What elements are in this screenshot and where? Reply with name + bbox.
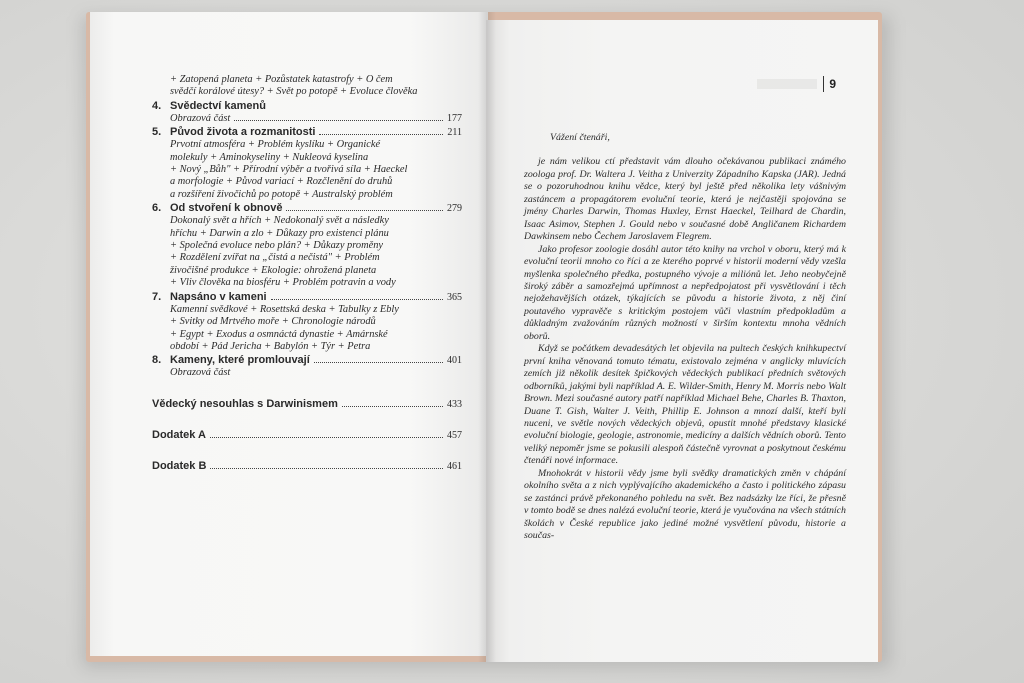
- toc-chapter-heading: [152, 126, 462, 139]
- toc-page-number: 365: [447, 291, 462, 303]
- toc-subtopic-line: Obrazová část: [170, 367, 231, 379]
- toc-leader-dots: [342, 405, 443, 407]
- toc-page-number: 457: [447, 429, 462, 441]
- toc-appendix-entry: [152, 429, 462, 442]
- toc-subtopic-line: + Společná evoluce nebo plán? + Důkazy proměny: [170, 240, 384, 252]
- toc-subtopic-line: Dokonalý svět a hřích + Nedokonalý svět a následky: [170, 215, 389, 227]
- toc-chapter-title: Kameny, které promlouvají: [170, 354, 310, 367]
- foreword-paragraph: Jako profesor zoologie dosáhl autor této knihy na vrchol v oboru, který má k evoluční teorii mnoho co říci a ze kterého poprvé v historii moderní vědy vzešla myšlenka společného předka, postupného vývoje a miliónů let. Jeho neobyčejně široký záběr a samozřejmá upřímnost a nepředpojatost při vysvětlování i těch nejožehavějších otázek, týkajících se původu a historie života, z něj činí poutavého vypravěče s kritickým postojem vůči vlastním předpokladům a důkladným zvažováním různých možností v širším kontextu mnoha vědních oborů.: [524, 243, 846, 342]
- toc-leader-dots: [234, 119, 443, 121]
- toc-subtopic-line: + Svitky od Mrtvého moře + Chronologie národů: [170, 316, 376, 328]
- toc-spacer: [152, 380, 462, 398]
- toc-subtopic-line: [152, 113, 462, 125]
- running-header-faint-text: [757, 79, 817, 89]
- toc-subtopic-line: + Egypt + Exodus a osmnáctá dynastie + Amárnské: [170, 328, 388, 340]
- toc-leader-dots: [271, 298, 443, 300]
- toc-appendix-title: Vědecký nesouhlas s Darwinismem: [152, 397, 338, 410]
- header-rule: [823, 76, 825, 92]
- toc-chapter-number: 7.: [152, 290, 162, 303]
- book-gutter: [478, 12, 496, 662]
- right-page: [486, 20, 878, 662]
- toc-page-number: 461: [447, 460, 462, 472]
- toc-chapter-title: Od stvoření k obnově: [170, 202, 283, 215]
- toc-subtopic-line: + Rozdělení zvířat na „čistá a nečistá" + Problém: [170, 252, 380, 264]
- toc-chapter-title: Svědectví kamenů: [170, 99, 266, 112]
- toc-chapter-title: Napsáno v kameni: [170, 290, 267, 303]
- toc-subtopic-line: a morfologie + Původ variací + Rozčlenění do druhů: [170, 176, 393, 188]
- toc-subtopic-line: živočišné produkce + Ekologie: ohrožená planeta: [170, 264, 377, 276]
- toc-leader-dots: [314, 361, 443, 363]
- toc-appendix-title: Dodatek A: [152, 428, 206, 441]
- toc-page-number: 177: [447, 112, 462, 124]
- foreword: [524, 132, 846, 543]
- foreword-paragraph: je nám velikou ctí představit vám dlouho očekávanou publikaci známého zoologa prof. Dr. Waltera J. Veitha z Univerzity Západního Kapska (JAR). Jedná se o pozoruhodnou knihu vědce, který byl ještě před několika lety vášnivým zastáncem a propagátorem evoluční teorie, která je nejčastěji spojována se jmény Charles Darwin, Thomas Huxley, Ernst Haeckel, Teilhard de Chardin, Isaac Asimov, Stephen J. Gould nebo v současné době Angličanem Richardem Dawkinsem nebo Čechem Jaroslavem Flegrem.: [524, 156, 846, 243]
- foreword-paragraph: Mnohokrát v historii vědy jsme byli svědky dramatických změn v chápání okolního světa a z nich vyplývajícího akademického a často i politického zápasu se zastánci právě překonaného pohledu na svět. Bez nadsázky lze říci, že přesně v tomto bodě se dnes nalézá evoluční teorie, která je vyučována na všech státních školách v České republice jako jediné možné vysvětlení původu, historie a součas-: [524, 467, 846, 542]
- toc-chapter-number: 5.: [152, 126, 162, 139]
- toc-subtopic-line: svědčí korálové útesy? + Svět po potopě + Evoluce člověka: [170, 86, 418, 98]
- toc-chapter-heading: [152, 291, 462, 304]
- table-of-contents: [152, 74, 462, 491]
- toc-subtopic-line: Prvotní atmosféra + Problém kyslíku + Organické: [170, 139, 381, 151]
- foreword-paragraph: Když se počátkem devadesátých let objevila na pultech českých knihkupectví první kniha věnovaná tomuto tématu, existovalo zejména v anglicky mluvících zemích již několik desítek špičkových vědeckých publikací předních světových odborníků, jakými byli například A. E. Wilder-Smith, Henry M. Morris nebo Walt Brown. Mezi současné autory patří například Michael Behe, Charles B. Thaxton, Duane T. Gish, Walter J. Veith, Phillip E. Johnson a mnozí další, kteří byli nuceni, ve světle nových vědeckých objevů, opustit mnohé představy klasické evoluční biologie, geologie, astronomie, medicíny a dalších vědních oborů. Tento veliký nepoměr jsme se pokusili alespoň částečně vyrovnat a poskytnout českému čtenáři nové informace.: [524, 343, 846, 467]
- toc-leader-dots: [210, 436, 443, 438]
- toc-page-number: 279: [447, 203, 462, 215]
- toc-subtopic-line: a rozšíření živočichů po potopě + Australský problém: [170, 188, 393, 200]
- toc-chapter-number: 8.: [152, 354, 162, 367]
- toc-chapter-heading: [152, 354, 462, 367]
- toc-chapter-number: 6.: [152, 202, 162, 215]
- toc-subtopic-text: Obrazová část: [170, 112, 231, 124]
- toc-appendix-entry: [152, 460, 462, 473]
- page-number: 9: [829, 77, 836, 91]
- toc-chapter-number: 4.: [152, 99, 162, 112]
- toc-appendix-title: Dodatek B: [152, 459, 207, 472]
- toc-leader-dots: [210, 467, 443, 469]
- toc-subtopic-line: molekuly + Aminokyseliny + Nukleová kyselina: [170, 151, 369, 163]
- toc-leader-dots: [319, 133, 443, 135]
- toc-chapter-heading: [152, 202, 462, 215]
- toc-page-number: 433: [447, 398, 462, 410]
- toc-subtopic-line: + Vliv člověka na biosféru + Problém potravin a vody: [170, 277, 396, 289]
- toc-chapter-heading: [152, 100, 462, 113]
- toc-subtopic-line: období + Pád Jericha + Babylón + Týr + Petra: [170, 340, 371, 352]
- toc-subtopic-line: hříchu + Darwin a zlo + Důkazy pro existenci plánu: [170, 227, 389, 239]
- toc-subtopic-line: + Nový „Bůh" + Přírodní výběr a tvořivá síla + Haeckel: [170, 164, 408, 176]
- toc-page-number: 211: [447, 127, 462, 139]
- left-page: [90, 12, 488, 656]
- toc-subtopic-line: + Zatopená planeta + Pozůstatek katastrofy + O čem: [170, 74, 393, 85]
- toc-page-number: 401: [447, 355, 462, 367]
- toc-appendix-entry: [152, 398, 462, 411]
- toc-chapter-title: Původ života a rozmanitosti: [170, 126, 316, 139]
- foreword-greeting: Vážení čtenáři,: [550, 132, 610, 143]
- running-header: [757, 76, 836, 92]
- toc-leader-dots: [286, 209, 443, 211]
- toc-subtopic-line: Kamenní svědkové + Rosettská deska + Tabulky z Ebly: [170, 303, 399, 315]
